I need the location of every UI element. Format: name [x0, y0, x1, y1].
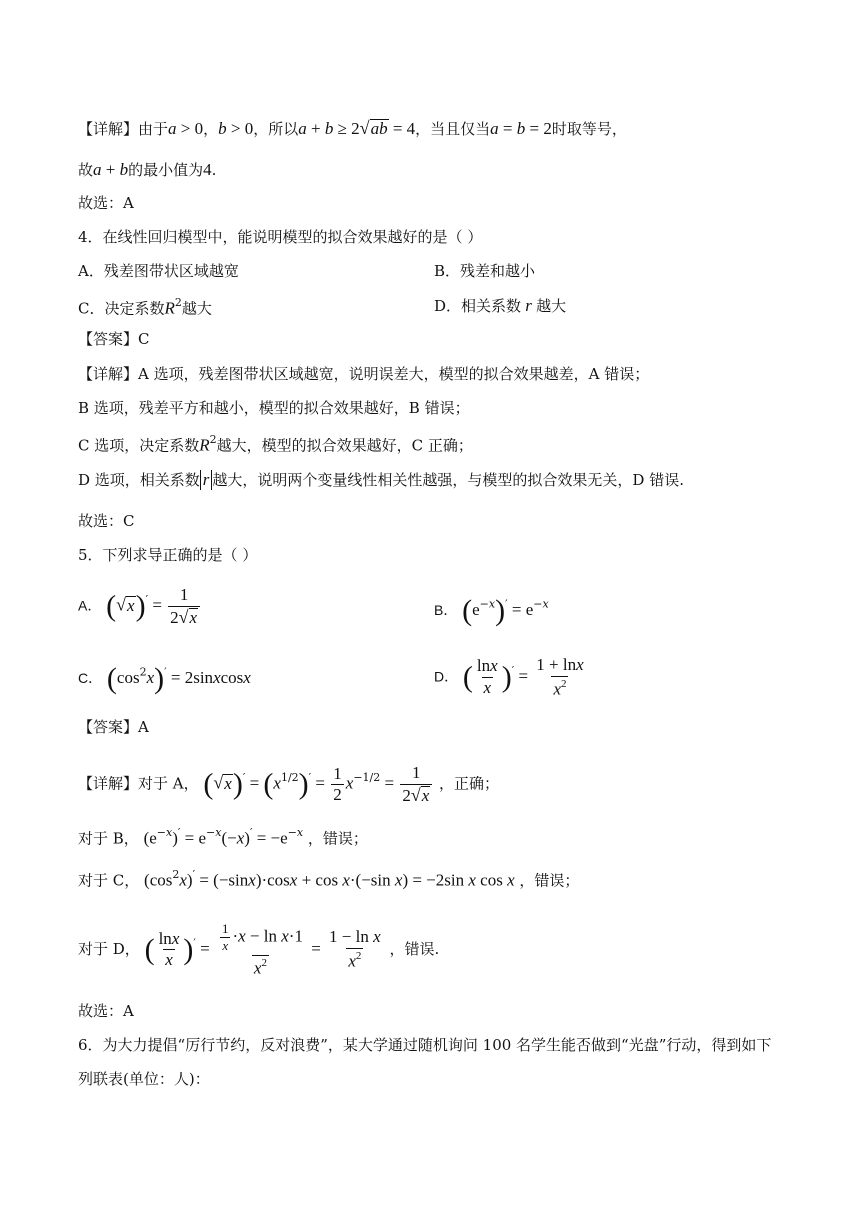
q6-stem-line-2: 列联表(单位：人)：	[78, 1070, 210, 1088]
option-label: C．	[78, 670, 103, 686]
text: 故	[78, 161, 94, 179]
text: C．决定系数	[78, 299, 165, 318]
q4-stem: 4．在线性回归模型中，能说明模型的拟合效果越好的是（ ）	[78, 228, 483, 246]
q3-detail-line: 【详解】由于a > 0，b > 0，所以a + b ≥ 2√ab = 4，当且仅当a = b = 2时取等号，	[78, 118, 627, 138]
text: ，错误.	[389, 939, 440, 958]
q6-stem-line-1: 6．为大力提倡“厉行节约，反对浪费”，某大学通过随机询问 100 名学生能否做到“光盘”行动，得到如下	[78, 1036, 772, 1054]
text: 的最小值为	[128, 161, 204, 179]
q4-answer: 【答案】C	[78, 330, 150, 348]
text: 对于 C，	[78, 871, 140, 890]
q3-min-value-line: 故a + b的最小值为4.	[78, 160, 217, 179]
q5-choice: 故选：A	[78, 1002, 134, 1020]
text: 越大，模型的拟合效果越好，C 正确；	[216, 436, 473, 455]
q5-answer: 【答案】A	[78, 718, 149, 736]
option-label: B．	[434, 602, 458, 618]
q5-option-d: D． ( $\frac{\ln x}{x}$ )′ = $\frac{1 + \ln x}{x^2}$	[434, 655, 584, 699]
text: C 选项，决定系数	[78, 436, 200, 455]
q3-choice: 故选：A	[78, 194, 134, 212]
q5-option-a: A． (√x)′ = $\frac{1}{2√x}$	[78, 586, 202, 627]
math: a	[168, 119, 177, 138]
q5-detail-a: 【详解】对于 A， $(√x)' = (x^{1/2})'$ = $\frac{1}{2}$ $x^{-1/2}$ = $\frac{1}{2√x}$ ，正确；	[78, 763, 500, 805]
q4-detail-d: D 选项，相关系数 r 越大，说明两个变量线性相关性越强，与模型的拟合效果无关，D 错误.	[78, 470, 684, 489]
q4-option-b: B．残差和越小	[434, 262, 536, 280]
q4-choice: 故选：C	[78, 512, 135, 530]
text: ，正确；	[439, 774, 500, 793]
text: 越大	[181, 299, 212, 318]
text: ，当且仅当	[415, 120, 491, 138]
text: 对于 B，	[78, 829, 139, 848]
text: ，所以	[253, 120, 299, 138]
q5-stem: 5．下列求导正确的是（ ）	[78, 546, 258, 564]
text: ，错误；	[519, 871, 580, 890]
q5-option-c: C． $(\cos^2x)'$ = 2sinxcosx	[78, 662, 251, 695]
text: .	[211, 161, 217, 179]
text: ，	[203, 120, 219, 138]
text: D 选项，相关系数	[78, 471, 200, 489]
q4-detail-a: 【详解】A 选项，残差图带状区域越宽，说明误差大，模型的拟合效果越差，A 错误；	[78, 365, 650, 383]
text: D．相关系数	[434, 297, 522, 315]
q5-detail-b: 对于 B， $(e^{-x})' = e^{-x}(-x)' = -e^{-x}$ ，错误；	[78, 826, 368, 848]
q5-detail-d: 对于 D， ( $\frac{\ln x}{x}$ )′ = $\frac{1}{x}$ ·x − ln x·1 $x^2$ = $\frac{\text{1 − ln x}}{x^2}$ ，错误.	[78, 921, 440, 978]
text: 越大，说明两个变量线性相关性越强，与模型的拟合效果无关，D 错误.	[212, 471, 684, 489]
option-label: D．	[434, 668, 459, 685]
text: 时取等号，	[551, 120, 627, 138]
text: 越大	[536, 297, 567, 315]
q5-option-b: B． $(e^{-x})' = e^{-x}$	[434, 594, 549, 627]
q4-option-d: D．相关系数 r 越大	[434, 296, 567, 315]
q5-detail-c: 对于 C， $(\cos^2x)' = (-\sin x)\cdot\cos x + \cos x\cdot(-\sin$ x) = −2sin x cos x ，错误；	[78, 868, 580, 890]
q4-option-a: A．残差图带状区域越宽	[78, 262, 239, 280]
q4-option-c: C．决定系数$R^2$越大	[78, 296, 212, 318]
min-value: 4	[203, 160, 212, 179]
q4-detail-b: B 选项，残差平方和越小，模型的拟合效果越好，B 错误；	[78, 399, 470, 417]
q4-detail-c: C 选项，决定系数$R^2$越大，模型的拟合效果越好，C 正确；	[78, 433, 473, 455]
text: ，错误；	[307, 829, 368, 848]
text: 对于 D，	[78, 939, 140, 958]
text: 【详解】对于 A，	[78, 774, 199, 793]
option-label: A．	[78, 597, 102, 614]
text: 【详解】由于	[78, 120, 169, 138]
